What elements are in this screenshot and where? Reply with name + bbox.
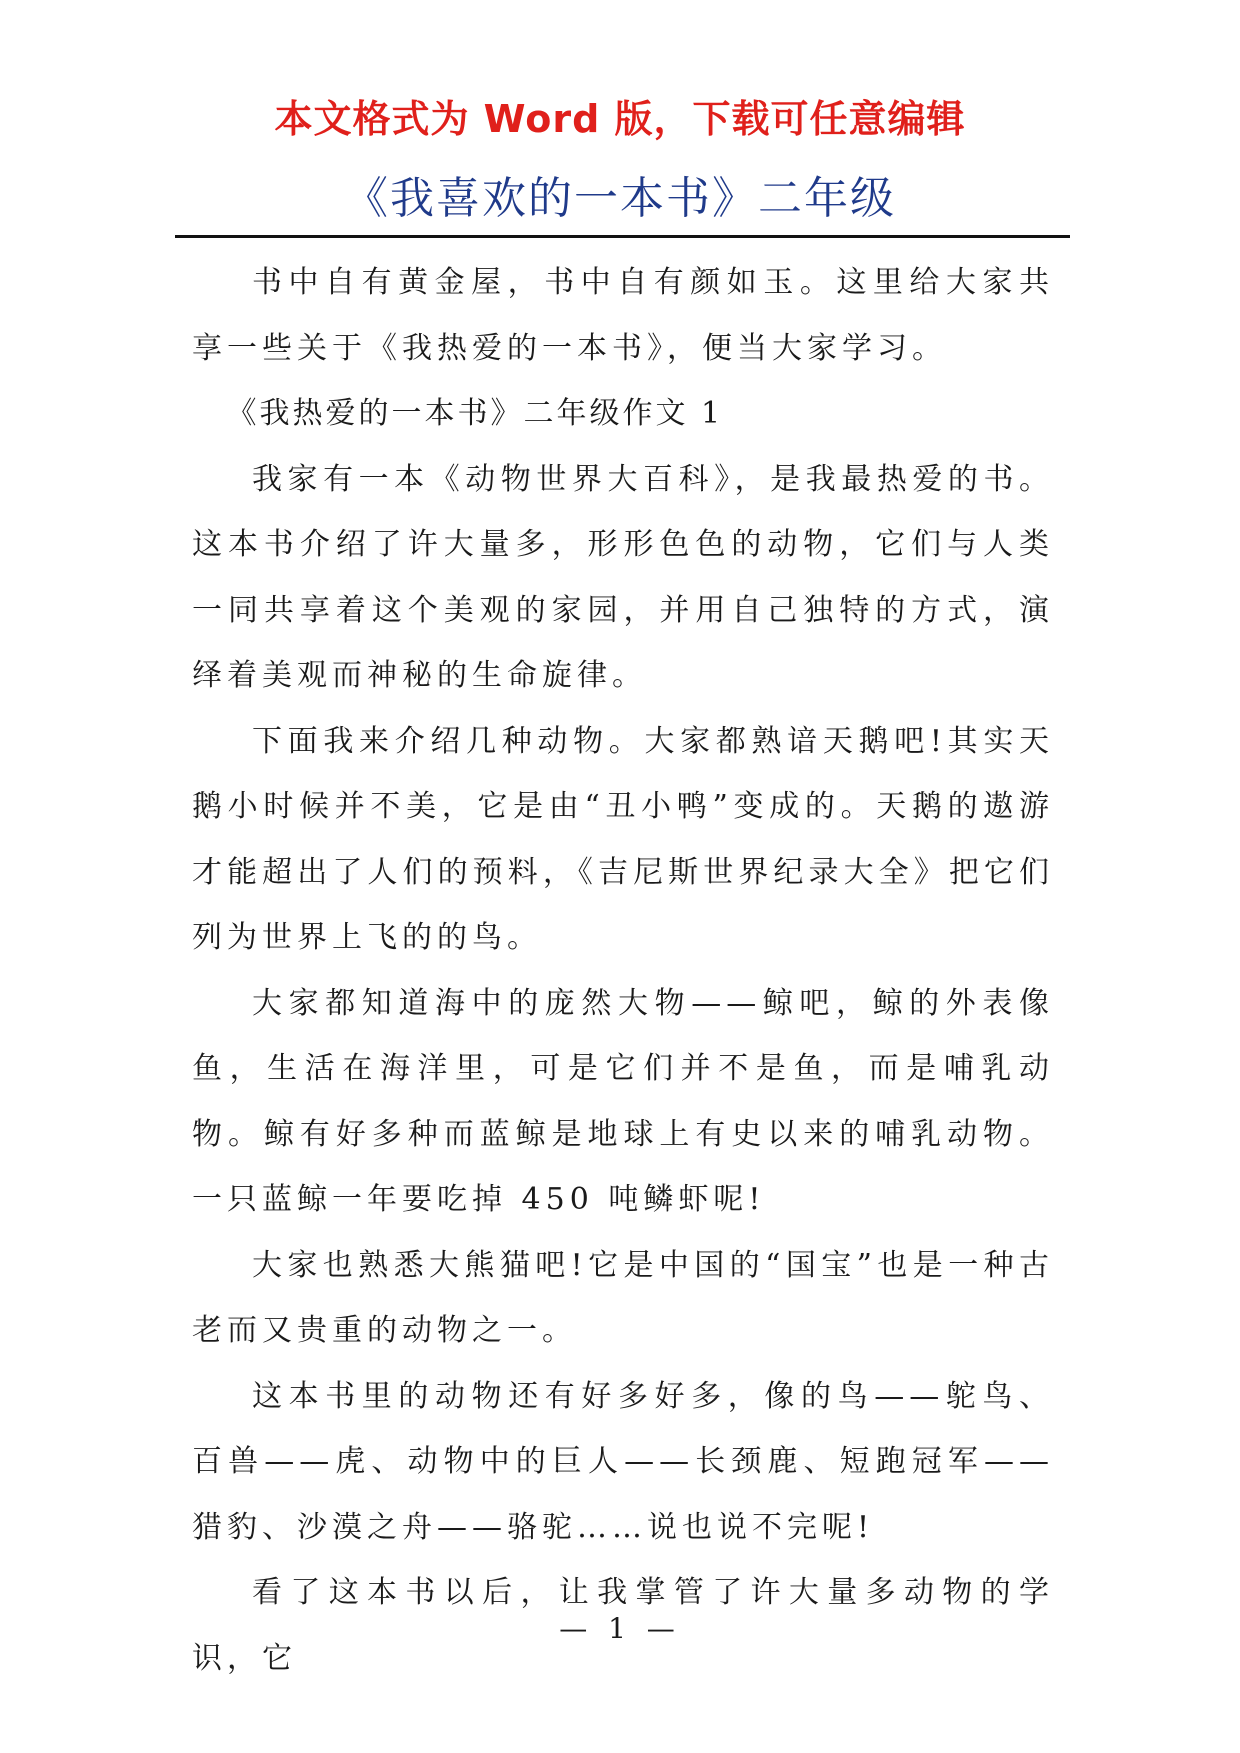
page-number: — 1 — [559, 1612, 681, 1645]
body-paragraph: 看了这本书以后，让我掌管了许大量多动物的学识，它 [192, 1575, 1054, 1676]
body-paragraph: 下面我来介绍几种动物。大家都熟谙天鹅吧!其实天鹅小时候并不美，它是由“丑小鸭”变成的。天鹅的遨游才能超出了人们的预料，《吉尼斯世界纪录大全》把它们列为世界上飞的的鸟。 [192, 723, 1054, 955]
word-format-notice: 本文格式为 Word 版，下载可任意编辑 [274, 97, 966, 141]
body-paragraph: 我家有一本《动物世界大百科》，是我最热爱的书。这本书介绍了许大量多，形形色色的动物，它们与人类一同共享着这个美观的家园，并用自己独特的方式，演绎着美观而神秘的生命旋律。 [192, 461, 1054, 693]
title-divider [175, 235, 1070, 238]
body-paragraph: 大家都知道海中的庞然大物——鲸吧，鲸的外表像鱼，生活在海洋里，可是它们并不是鱼，而是哺乳动物。鲸有好多种而蓝鲸是地球上有史以来的哺乳动物。一只蓝鲸一年要吃掉 450 吨鳞虾呢! [192, 985, 1054, 1217]
body-paragraph: 大家也熟悉大熊猫吧!它是中国的“国宝”也是一种古老而又贵重的动物之一。 [192, 1247, 1054, 1348]
body-paragraph: 这本书里的动物还有好多好多，像的鸟——鸵鸟、百兽——虎、动物中的巨人——长颈鹿、短跑冠军——猎豹、沙漠之舟——骆驼……说也说不完呢! [192, 1378, 1054, 1545]
essay-subheading: 《我热爱的一本书》二年级作文 1 [226, 396, 724, 431]
document-body [192, 250, 1054, 1691]
document-title: 《我喜欢的一本书》二年级 [344, 173, 896, 224]
intro-paragraph: 书中自有黄金屋，书中自有颜如玉。这里给大家共享一些关于《我热爱的一本书》，便当大家学习。 [192, 265, 1054, 366]
